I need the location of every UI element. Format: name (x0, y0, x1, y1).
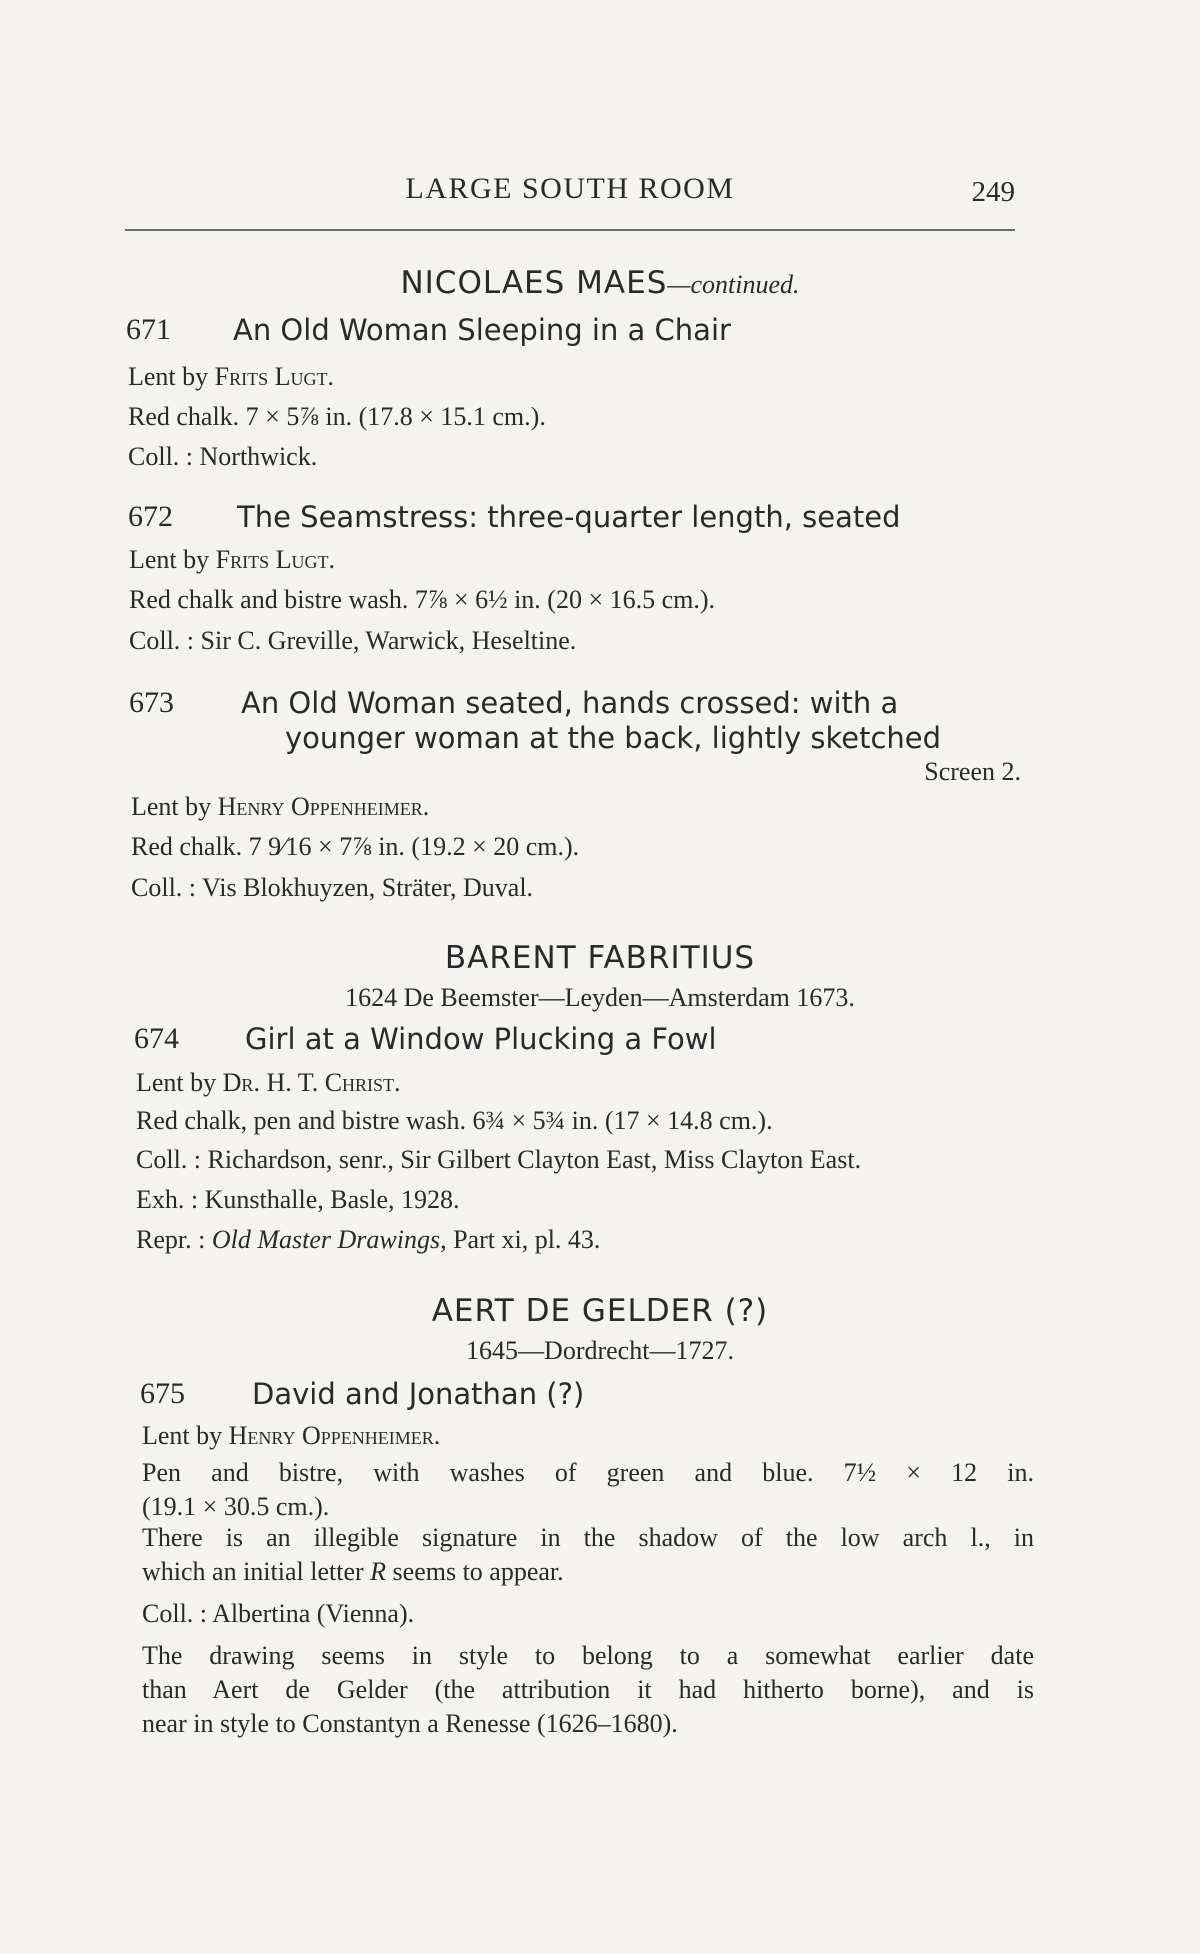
artist-name: NICOLAES MAES (400, 265, 668, 301)
page-number: 249 (971, 176, 1015, 208)
entry-675-note-1-line-1: There is an illegible signature in the shadow of the low arch l., in (142, 1523, 1034, 1552)
fabritius-dates: 1624 De Beemster—Leyden—Amsterdam 1673. (345, 983, 855, 1012)
section-heading-gelder: AERT DE GELDER (?) (431, 1293, 769, 1329)
section-heading-fabritius: BARENT FABRITIUS (444, 940, 756, 976)
entry-675-note-2-line-2: than Aert de Gelder (the attribution it had hitherto borne), and is (142, 1675, 1034, 1704)
entry-672-medium: Red chalk and bistre wash. 7⅞ × 6½ in. (20 × 16.5 cm.). (129, 585, 716, 614)
section-heading-maes (0, 265, 1200, 301)
entry-675-collection: Coll. : Albertina (Vienna). (142, 1599, 415, 1628)
entry-675-medium-line-2: (19.1 × 30.5 cm.). (142, 1492, 330, 1521)
lent-by-label: Lent by (131, 792, 218, 821)
repr-detail: , Part xi, pl. 43. (440, 1225, 601, 1254)
lent-by-label: Lent by (128, 362, 215, 391)
lent-by-label: Lent by (142, 1421, 229, 1450)
entry-675-note-1-line-2 (142, 1557, 564, 1587)
lender-name: Henry Oppenheimer. (217, 792, 430, 821)
entry-number: 675 (140, 1377, 185, 1410)
lender-name: Frits Lugt. (215, 545, 335, 574)
entry-number: 672 (128, 500, 173, 533)
note-text: which an initial letter (142, 1557, 371, 1586)
entry-title-line-1: An Old Woman seated, hands crossed: with a (241, 686, 899, 720)
entry-673-title-line-2: younger woman at the back, lightly sketched (285, 721, 942, 755)
entry-674-medium: Red chalk, pen and bistre wash. 6¾ × 5¾ in. (17 × 14.8 cm.). (136, 1106, 773, 1135)
entry-673-collection: Coll. : Vis Blokhuyzen, Sträter, Duval. (131, 873, 534, 902)
entry-674-exhibition: Exh. : Kunsthalle, Basle, 1928. (136, 1185, 460, 1214)
initial-letter: R (370, 1557, 387, 1586)
lent-by-label: Lent by (129, 545, 216, 574)
entry-673-heading (129, 686, 1029, 726)
entry-671-collection: Coll. : Northwick. (128, 442, 318, 471)
note-text: seems to appear. (386, 1557, 564, 1586)
entry-675-note-2-line-1: The drawing seems in style to belong to a somewhat earlier date (142, 1641, 1034, 1670)
entry-title: Girl at a Window Plucking a Fowl (245, 1022, 717, 1056)
running-head (125, 168, 1015, 208)
entry-675-medium-line-1: Pen and bistre, with washes of green and blue. 7½ × 12 in. (142, 1458, 1034, 1487)
entry-673-lender (131, 792, 429, 822)
entry-674-collection: Coll. : Richardson, senr., Sir Gilbert Clayton East, Miss Clayton East. (136, 1145, 862, 1174)
repr-publication: Old Master Drawings (211, 1225, 441, 1254)
lender-name: Henry Oppenheimer. (228, 1421, 441, 1450)
entry-675-heading (140, 1377, 1040, 1417)
entry-number: 673 (129, 686, 174, 719)
entry-675-note-2-line-3: near in style to Constantyn a Renesse (1626–1680). (142, 1709, 678, 1738)
repr-label: Repr. : (136, 1225, 212, 1254)
entry-672-lender (129, 545, 335, 575)
lender-name: Dr. H. T. Christ. (222, 1068, 401, 1097)
lender-name: Frits Lugt. (214, 362, 334, 391)
entry-672-collection: Coll. : Sir C. Greville, Warwick, Heseltine. (129, 626, 577, 655)
entry-title: The Seamstress: three-quarter length, seated (237, 500, 901, 534)
entry-671-heading (126, 313, 1026, 353)
entry-673-medium: Red chalk. 7 9⁄16 × 7⅞ in. (19.2 × 20 cm.). (131, 832, 580, 861)
entry-number: 671 (126, 313, 171, 346)
entry-671-lender (128, 362, 334, 392)
entry-674-reproduction (136, 1225, 600, 1255)
entry-673-location: Screen 2. (924, 757, 1021, 786)
header-rule (125, 229, 1015, 231)
entry-title: David and Jonathan (?) (252, 1377, 585, 1411)
entry-671-medium: Red chalk. 7 × 5⅞ in. (17.8 × 15.1 cm.). (128, 402, 546, 431)
entry-674-heading (134, 1022, 1034, 1062)
entry-672-heading (128, 500, 1028, 540)
entry-675-lender (142, 1421, 440, 1451)
entry-number: 674 (134, 1022, 179, 1055)
running-title: LARGE SOUTH ROOM (405, 172, 735, 205)
entry-title: An Old Woman Sleeping in a Chair (233, 313, 731, 347)
lent-by-label: Lent by (136, 1068, 223, 1097)
entry-674-lender (136, 1068, 401, 1098)
gelder-dates: 1645—Dordrecht—1727. (466, 1336, 734, 1365)
continued-label: —continued. (667, 270, 800, 299)
